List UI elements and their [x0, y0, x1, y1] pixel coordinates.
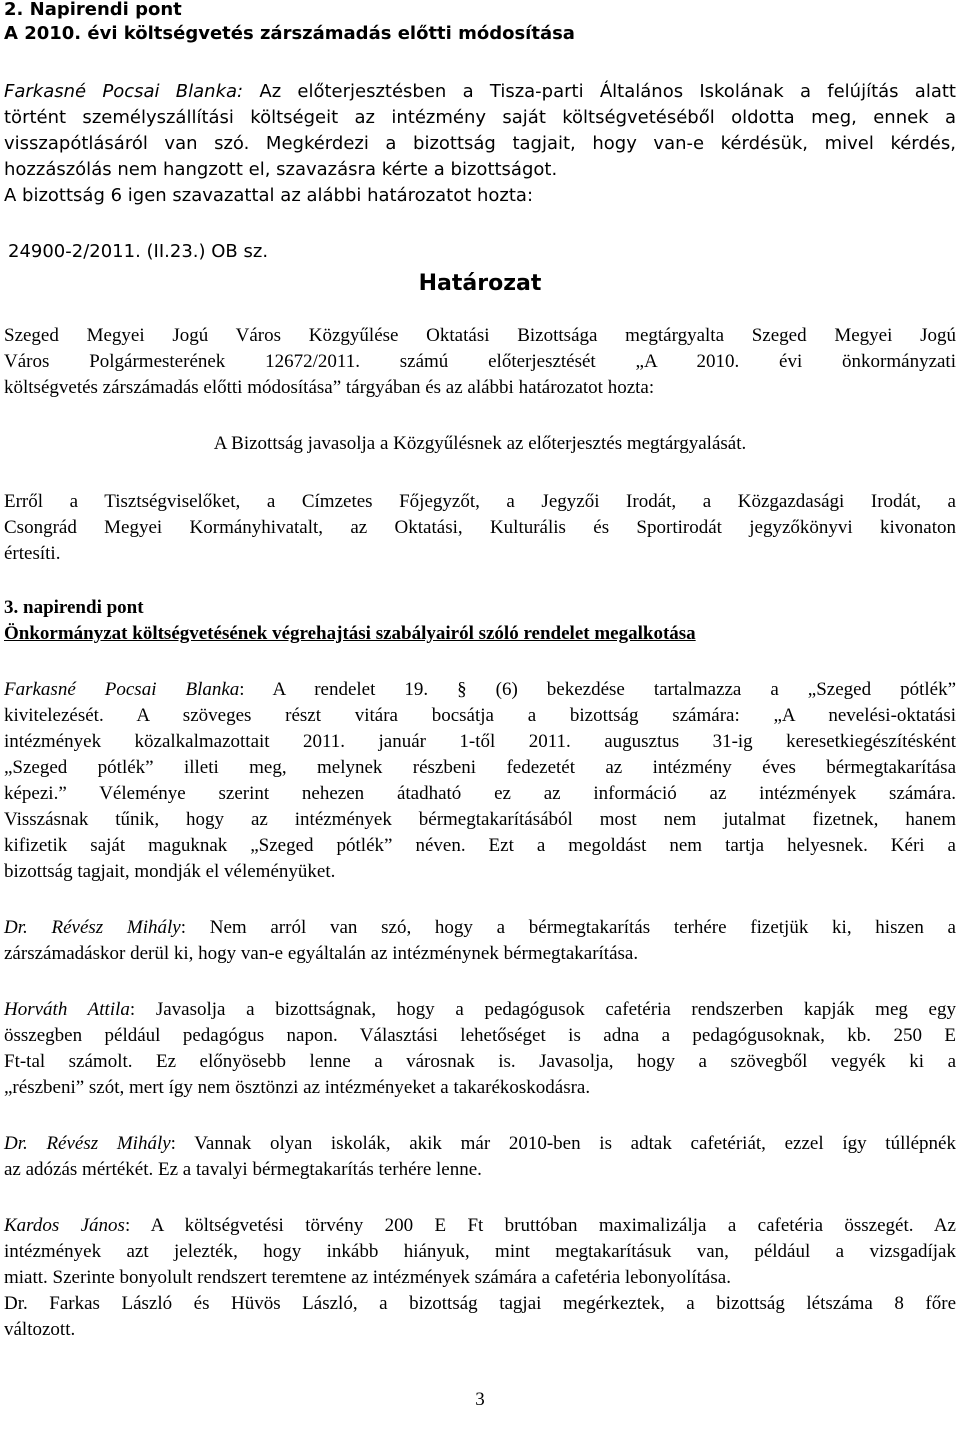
item2-paragraph-line: Farkasné Pocsai Blanka: Az előterjesztésben a Tisza-parti Általános Iskolának a felújítás alatt — [4, 81, 956, 102]
statement-line: képezi.” Véleménye szerint nehezen átadható ez az információ az intézmények számára. — [4, 783, 956, 804]
resolution-heading: Határozat — [418, 271, 542, 296]
item2-heading: 2. Napirendi pont — [4, 0, 182, 20]
item2-paragraph-line: visszapótlásáról van szó. Megkérdezi a bizottság tagjait, hogy van-e kérdésük, mivel kérdés, — [4, 133, 956, 154]
item2-paragraph-line: történt személyszállítási költségeit az intézmény saját költségvetéséből oldotta meg, ennek a — [4, 107, 956, 128]
page-number: 3 — [475, 1389, 485, 1410]
item2-vote-line: A bizottság 6 igen szavazattal az alábbi határozatot hozta: — [4, 185, 534, 206]
statement-line: összegben például pedagógus napon. Választási lehetőséget is adna a pedagógusoknak, kb. 250 E — [4, 1025, 956, 1046]
statement-line: az adózás mértékét. Ez a tavalyi bérmegtakarítás terhére lenne. — [4, 1159, 482, 1180]
speaker-name: Dr. Révész Mihály — [4, 1133, 171, 1154]
resolution-body-line: Szeged Megyei Jogú Város Közgyűlése Oktatási Bizottsága megtárgyalta Szeged Megyei Jogú — [4, 325, 956, 346]
item3-title: Önkormányzat költségvetésének végrehajtási szabályairól szóló rendelet megalkotása — [4, 623, 696, 644]
statement-line: Horváth Attila: Javasolja a bizottságnak, hogy a pedagógusok cafetéria rendszerben kapják meg egy — [4, 999, 956, 1020]
statement-line: Ft-tal számolt. Ez előnyösebb lenne a városnak is. Javasolja, hogy a szövegből vegyék ki a — [4, 1051, 956, 1072]
statement-line: Dr. Révész Mihály: Nem arról van szó, hogy a bérmegtakarítás terhére fizetjük ki, hiszen a — [4, 917, 956, 938]
note-line: változott. — [4, 1319, 76, 1340]
speaker-name: Horváth Attila — [4, 999, 130, 1020]
statement-line: Visszásnak tűnik, hogy az intézmények bérmegtakarításából most nem jutalmat fizetnek, hanem — [4, 809, 956, 830]
statement-line: kivitelezését. A szöveges részt vitára bocsátja a bizottság számára: „A nevelési-oktatási — [4, 705, 956, 726]
statement-line: „Szeged pótlék” illeti meg, melynek részbeni fedezetét az intézmény éves bérmegtakarítása — [4, 757, 956, 778]
speaker-name: Farkasné Pocsai Blanka — [4, 679, 240, 700]
speaker-name: Kardos János — [4, 1215, 125, 1236]
statement-line: intézmények közalkalmazottait 2011. január 1-től 2011. augusztus 31-ig keresetkiegészítésként — [4, 731, 956, 752]
notify-line: Csongrád Megyei Kormányhivatalt, az Oktatási, Kulturális és Sportirodát jegyzőkönyvi kivonaton — [4, 517, 956, 538]
statement-line: intézmények azt jelezték, hogy inkább hiányuk, mint megtakarításuk van, például a vizsgadíjak — [4, 1241, 956, 1262]
statement-line: Farkasné Pocsai Blanka: A rendelet 19. § (6) bekezdése tartalmazza a „Szeged pótlék” — [4, 679, 957, 700]
note-line: Dr. Farkas László és Hüvös László, a bizottság tagjai megérkeztek, a bizottság létszáma 8 főre — [4, 1293, 956, 1314]
resolution-body-line: költségvetés zárszámadás előtti módosítása” tárgyában és az alábbi határozatot hozta: — [4, 377, 655, 398]
item2-title: A 2010. évi költségvetés zárszámadás előtti módosítása — [4, 23, 575, 44]
statement-line: „részbeni” szót, mert így nem ösztönzi az intézményeket a takarékoskodásra. — [4, 1077, 591, 1098]
speaker-name: Dr. Révész Mihály — [4, 917, 181, 938]
statement-line: Dr. Révész Mihály: Vannak olyan iskolák, akik már 2010-ben is adtak cafetériát, ezzel így túllépnék — [4, 1133, 956, 1154]
statement-line: kifizetik saját maguknak „Szeged pótlék” néven. Ezt a megoldást nem tartja helyesnek. Kéri a — [4, 835, 956, 856]
item2-paragraph-line: hozzászólás nem hangzott el, szavazásra kérte a bizottságot. — [4, 159, 558, 180]
notify-line: értesíti. — [4, 543, 61, 564]
notify-line: Erről a Tisztségviselőket, a Címzetes Főjegyzőt, a Jegyzői Irodát, a Közgazdasági Irodát, a — [4, 491, 956, 512]
statement-line: zárszámadáskor derül ki, hogy van-e egyáltalán az intézménynek bérmegtakarítása. — [4, 943, 639, 964]
resolution-decision: A Bizottság javasolja a Közgyűlésnek az előterjesztés megtárgyalását. — [213, 433, 747, 454]
statement-line: Kardos János: A költségvetési törvény 200 E Ft bruttóban maximalizálja a cafetéria összegét. Az — [4, 1215, 956, 1236]
statement-line: bizottság tagjait, mondják el véleményüket. — [4, 861, 336, 882]
statement-line: miatt. Szerinte bonyolult rendszert teremtene az intézmények számára a cafetéria lebonyolítása. — [4, 1267, 731, 1288]
item3-heading: 3. napirendi pont — [4, 597, 144, 618]
resolution-body-line: Város Polgármesterének 12672/2011. számú előterjesztését „A 2010. évi önkormányzati — [4, 351, 956, 372]
speaker-name: Farkasné Pocsai Blanka: — [4, 81, 244, 102]
resolution-number: 24900-2/2011. (II.23.) OB sz. — [8, 241, 269, 262]
